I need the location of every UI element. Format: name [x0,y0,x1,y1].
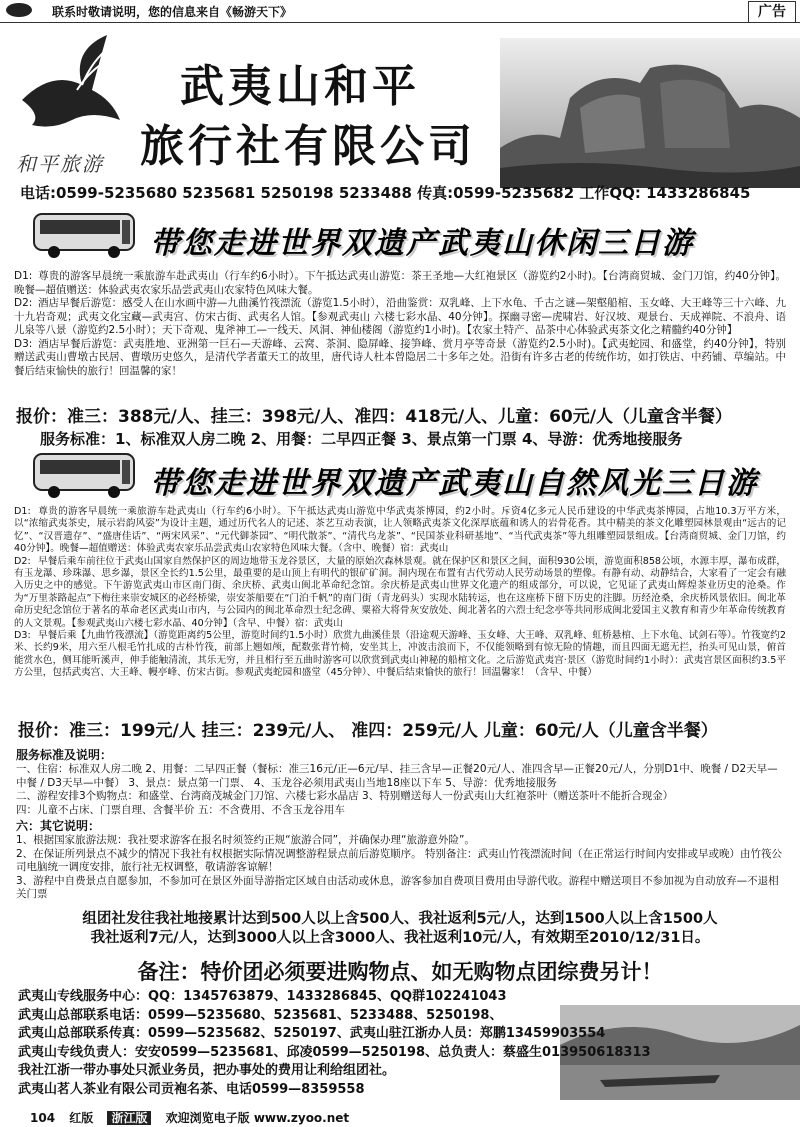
itinerary-day [14,270,786,297]
service-item: 一、住宿：标准双人房二晚 2、用餐：二早四正餐（餐标：准三16元/正—6元/早、挂三含早—正餐20元/人、准四含早—正餐20元/人，分别D1中、晚餐 / D2天早—中餐 / D3天早—中餐） 3、景点：景点第一门票、 4、玉龙谷必须用武夷山当地18座以下车 5、导游：优秀地接服务 [16,763,778,789]
day-text: 尊贵的游客早晨统一乘旅游车赴武夷山（行车约6小时）。下午抵达武夷山游览中华武夷茶博园，约2小时。斥资4亿多元人民币建设的中华武夷茶博园，占地10.3万平方米，以“浓缩武夷茶史，展示岩韵风姿”为设计主题，通过历代名人的记述、茶艺互动表演，让人领略武夷茶文化深厚底蕴和诱人的岩骨花香。其中精美的茶文化雕塑园林景观由“远古的记忆”、“汉晋遗存”、“盛唐佳话”、“两宋风采”、“元代御茶园”、“明代散茶”、“清代乌龙茶”、“民国茶业科研基地”、“当代武夷茶”等九组雕塑园景组成。【台湾商贸城、金门刀馆，约40分钟】。晚餐—超值赠送：体验武夷农家乐品尝武夷山农家特色风味大餐。（含中、晚餐）宿：武夷山 [14,506,786,555]
page-footer [0,1105,800,1127]
itinerary-day [14,297,786,338]
rebate-line: 组团社发往我社地接累计达到500人以上含500人、我社返利5元/人，达到1500人以上含1500人 [82,911,718,927]
page-number: 104 [30,1111,56,1125]
day-label: D3: [14,337,33,350]
note-item: 3、游程中自费景点自愿参加，不参加可在景区外面导游指定区域自由活动或休息，游客参加自费项目费用由导游代收。游程中赠送项目不参加视为自动放弃—不退相关门票 [16,874,779,900]
tour-bus-icon [30,448,138,500]
remark-banner: 备注：特价团必须要进购物点、如无购物点团综费另计！ [137,960,663,984]
source-note: 联系时敬请说明，您的信息来自《畅游天下》 [52,5,293,19]
note-item: 2、在保证所列景点不减少的情况下我社有权根据实际情况调整游程景点前后游览顺序。 特别备注：武夷山竹筏漂流时间（在正常运行时间内安排或早或晚）由竹筏公司电脑统一调度安排，旅行社无权调整，敬请游客谅解！ [16,847,783,873]
contact-item: 武夷山茗人茶业有限公司贡袍名茶、电话0599—8359558 [18,1081,365,1097]
day-label: D2: [14,555,31,567]
day-text: 尊贵的游客早晨统一乘旅游车赴武夷山（行车约6小时）。下午抵达武夷山游览：茶王圣地—大红袍景区（游览约2小时)。【台湾商贸城、金门刀馆，约40分钟】。晚餐—超值赠送：体验武夷农家乐品尝武夷山农家特色风味大餐。 [14,270,786,296]
contact-item: 武夷山总部联系电话：0599—5235680、5235681、5233488、5250198、 [18,1007,503,1023]
day-text: 酒店早餐后游览：感受人在山水画中游—九曲溪竹筏漂流（游览1.5小时），沿曲鉴赏：双乳峰、上下水龟、千古之谜—架壑船棺、玉女峰、大王峰等三十六峰、九十九岩奇观；武夷文化宝藏—武夷宫、仿宋古街、武夷名人馆。【参观武夷山 六楼七彩水晶、40分钟】。探幽寻密—虎啸岩、好汉坡、观景台、天成禅院、不浪舟、语儿泉等八景（游览约2.5小时）；天下奇观、鬼斧神工—一线天、风洞、神仙楼阁（游览约1小时)。【农家土特产、品茶中心体验武夷茶文化之精髓约40分钟】 [14,297,786,336]
tour-bus-icon [30,208,138,260]
day-label: D1: [14,270,33,282]
notes-title: 六：其它说明： [16,819,101,833]
ad-tag: 广告 [748,1,796,23]
itinerary-day [14,556,786,630]
itinerary-day [14,630,786,680]
contact-list [18,988,658,1099]
service-item: 四：儿童不占床、门票自理、含餐半价 五：不含费用、不含玉龙谷用车 [16,803,345,816]
service-section [16,746,786,902]
contact-item: 武夷山总部联系传真：0599—5235682、5250197、武夷山驻江浙办人员：郑鹏13459903554 [18,1026,606,1041]
contact-item: 武夷山专线负责人：安安0599—5235681、邱凌0599—5250198、总负责人：蔡盛生013950618313 [18,1044,651,1060]
company-name-line2: 旅行社有限公司 [140,121,476,172]
dove-logo-icon [12,30,124,150]
brand-slogan: 和平旅游 [16,152,104,176]
tour2-price: 报价：准三：199元/人 挂三：239元/人、 准四：259元/人 儿童：60元/人（儿童含半餐） [18,721,718,741]
website-text: 欢迎浏览电子版 www.zyoo.net [165,1111,350,1125]
day-text: 早餐后乘【九曲竹筏漂流】（游览距离约5公里，游览时间约1.5小时）欣赏九曲溪佳景（沿途观天游峰、玉女峰、大王峰、双乳峰、虹桥悬棺、上下水龟、试剑石等）。竹筏宽约2米、长约9米，用六至八根毛竹扎成的古朴竹筏，前部上翘如颅，配数张背竹椅，安坐其上，冲波击浪而下，不仅能领略到有惊无险的情趣，而且四面无遮无拦，抬头可见山景，俯首能赏水色，侧耳能听溪声，伸手能触清流，其乐无穷，并且相行至五曲时游客可以欣赏到武夷山神秘的船棺文化。之后游览武夷宫·景区（游览时间约1小时）：武夷宫景区面积约3.5平方公里，包括武夷宫、大王峰、幔亭峰、仿宋古街。参观武夷蛇园和盛堂（45分钟）、中餐后结束愉快的旅行！回温馨家！（含早、中餐） [14,630,786,679]
itinerary-day [14,338,786,379]
service-item: 二、游程安排3个购物点：和盛堂、台湾商茂城金门刀馆、六楼七彩水晶店 3、特别赠送每人一份武夷山大红袍茶叶（赠送茶叶不能折合现金） [16,790,674,802]
tour1-itinerary [14,270,786,378]
contact-line: 电话:0599-5235680 5235681 5250198 5233488 传真:0599-5235682 工作QQ: 1433286845 [20,184,751,202]
day-text: 早餐后乘车前往位于武夷山国家自然保护区的周边地带玉龙谷景区，大量的原始次森林景观。就在保护区和景区之间，面积930公顷，游览面积858公顷，水源丰厚，瀑布成群，有玉龙瀑、珍珠瀑、思乡瀑，景区全长约1.5公里，最重要的是山顶上有明代的银矿矿洞。洞内现在布置有古代劳动人民劳动场景的塑像。有静有动、动静结合，大家看了一定会有融入历史之中的感觉。下午游览武夷山市区南门街、余庆桥、武夷山闽北革命纪念馆。余庆桥是武夷山世界文化遗产的组成部分，可以说，它见证了武夷山辉煌茶业历史的沧桑。作为“万里茶路起点”下梅往来崇安城区的必经桥梁，崇安茶船要在“门泊千帆”的南门街（青龙码头）实现水陆转运，也在这座桥下留下历史的注脚。历经沧桑，余庆桥风景依旧。闽北革命历史纪念馆位于著名的革命老区武夷山市内，与公园内的闽北革命烈士纪念碑、粟裕大将骨灰安放处、闽北著名的六烈士纪念亭等共同形成闽北爱国主义教育和青少年革命传统教育的人文景观。【参观武夷山六楼七彩水晶、40分钟】（含早、中餐）宿：武夷山 [14,555,786,629]
company-name-line1: 武夷山和平 [180,61,420,112]
day-label: D3: [14,630,31,642]
contact-item: 武夷山专线服务中心：QQ：1345763879、1433286845、QQ群102241043 [18,989,507,1004]
region-tag: 浙江版 [107,1111,151,1125]
tour1-service-standard: 服务标准：1、标准双人房二晚 2、用餐：二早四正餐 3、景点第一门票 4、导游：优秀地接服务 [40,430,683,448]
day-text: 酒店早餐后游览：武夷胜地、亚洲第一巨石—天游峰、云窝、茶洞、隐屏峰、接笋峰、赏月亭等奇景（游览约2.5小时)。【武夷蛇园、和盛堂，约40分钟】，特别赠送武夷山曹墩古民居、曹墩历史悠久，是清代学者董天工的故里，唐代诗人杜本曾隐居二十多年之处。沿街有许多古老的传统作坊，如打铁店、中药铺、草编站。中餐后结束愉快的旅行！回温馨的家！ [14,337,786,377]
tour2-title: 带您走进世界双遗产武夷山自然风光三日游 [150,466,758,501]
contact-item: 我社江浙一带办事处只派业务员，把办事处的费用让利给组团社。 [18,1063,396,1078]
note-item: 1、根据国家旅游法规：我社要求游客在报名时须签约正规“旅游合同”，并确保办理“旅游意外险”。 [16,834,475,846]
day-label: D2: [14,297,33,309]
tour2-itinerary [14,506,786,680]
rebate-line: 我社返利7元/人，达到3000人以上含3000人、我社返利10元/人，有效期至2010/12/31日。 [90,930,710,946]
day-label: D1: [14,506,31,517]
itinerary-day [14,506,786,556]
tour1-title: 带您走进世界双遗产武夷山休闲三日游 [150,226,694,261]
rebate-section [10,910,790,948]
service-title: 服务标准及说明： [16,748,113,762]
tour1-price: 报价：准三：388元/人、挂三：398元/人、准四：418元/人、儿童：60元/人（儿童含半餐） [16,407,732,427]
publication-logo-icon [6,3,32,17]
top-bar [0,0,800,23]
edition-label: 红版 [69,1111,94,1125]
mountain-photo [500,38,800,188]
